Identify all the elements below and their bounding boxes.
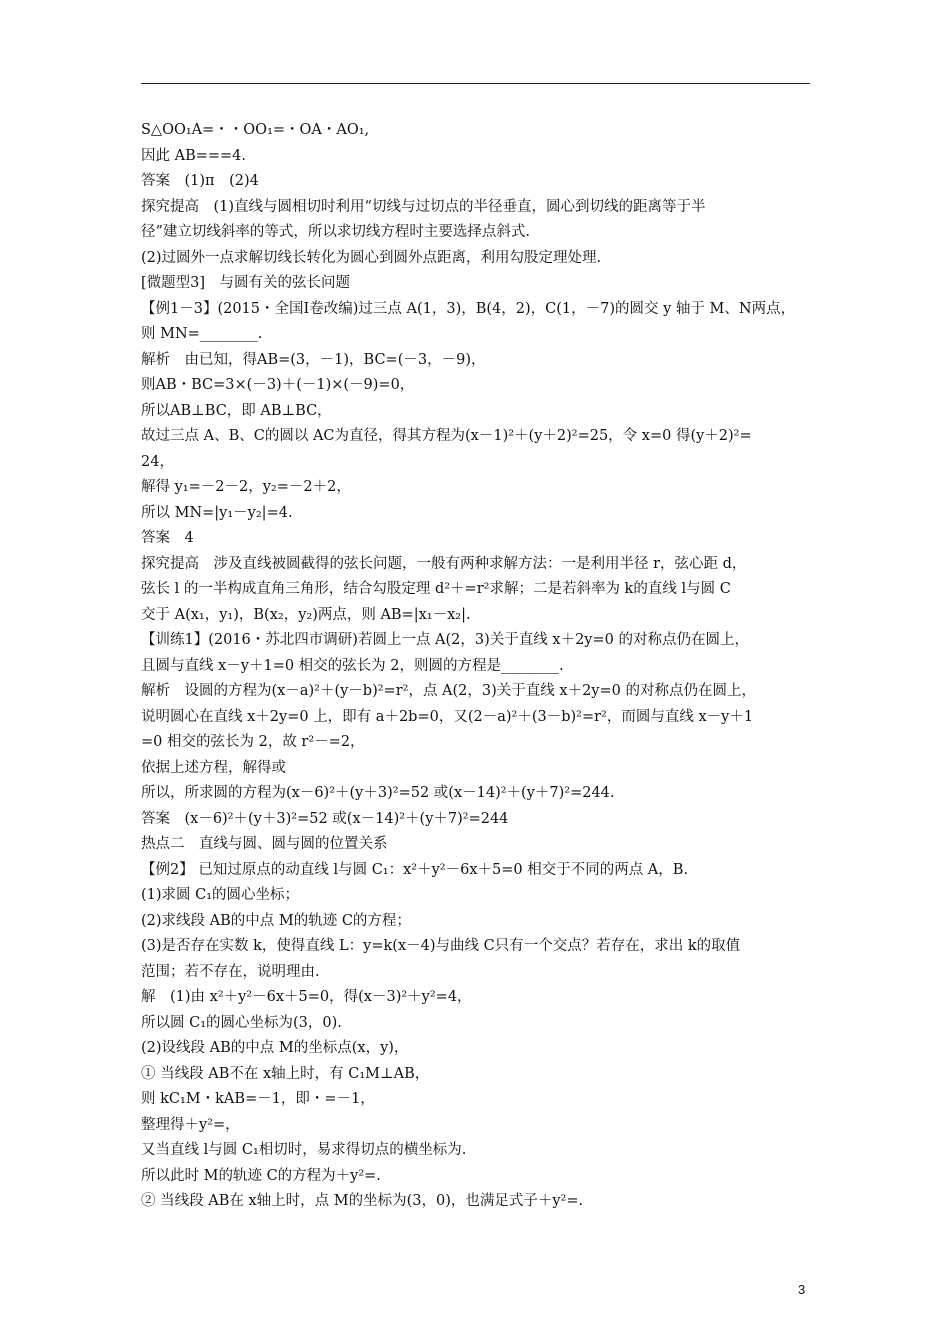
text-line: (3)是否存在实数 k，使得直线 L：y=k(x－4)与曲线 C只有一个交点？若存在，求出 k的取值 xyxy=(141,938,741,954)
text-line: (2)设线段 AB的中点 M的坐标点(x，y)， xyxy=(141,1040,409,1056)
text-line: 交于 A(x₁，y₁)，B(x₂，y₂)两点，则 AB=|x₁－x₂|. xyxy=(141,606,471,623)
text-line: 所以 MN=|y₁－y₂|=4. xyxy=(141,504,293,521)
text-line: 答案 (x－6)²＋(y＋3)²=52 或(x－14)²＋(y＋7)²=244 xyxy=(141,810,509,827)
text-line: 【例1－3】(2015・全国Ⅰ卷改编)过三点 A(1，3)，B(4，2)，C(1，－7)的圆交 y 轴于 M、N两点， xyxy=(141,300,796,317)
text-line: (1)求圆 C₁的圆心坐标； xyxy=(141,887,300,903)
text-line: 又当直线 l与圆 C₁相切时，易求得切点的横坐标为. xyxy=(141,1142,467,1158)
text-line: 【训练1】(2016・苏北四市调研)若圆上一点 A(2，3)关于直线 x＋2y=0 的对称点仍在圆上， xyxy=(141,632,749,648)
text-line: 则AB・BC=3×(－3)＋(－1)×(－9)=0， xyxy=(141,377,415,393)
text-line: 所以，所求圆的方程为(x－6)²＋(y＋3)²=52 或(x－14)²＋(y＋7)²=244. xyxy=(141,785,615,801)
text-line: 所以圆 C₁的圆心坐标为(3，0). xyxy=(141,1014,342,1031)
text-line: ② 当线段 AB在 x轴上时，点 M的坐标为(3，0)，也满足式子＋y²=. xyxy=(141,1193,584,1209)
text-line: 依据上述方程，解得或 xyxy=(141,759,286,776)
text-line: 因此 AB===4. xyxy=(141,147,247,164)
text-line: 故过三点 A、B、C的圆以 AC为直径，得其方程为(x－1)²＋(y＋2)²=25，令 x=0 得(y＋2)²= xyxy=(141,428,752,444)
text-line: 且圆与直线 x－y＋1=0 相交的弦长为 2，则圆的方程是________. xyxy=(141,657,564,674)
page-number: 3 xyxy=(798,1282,806,1297)
text-line: 探究提高 (1)直线与圆相切时利用“切线与过切点的半径垂直，圆心到切线的距离等于半 xyxy=(141,198,706,215)
text-line: 所以此时 M的轨迹 C的方程为＋y²=. xyxy=(141,1167,381,1184)
text-line: 答案 (1)π (2)4 xyxy=(141,173,259,189)
text-line: 解 (1)由 x²＋y²－6x＋5=0，得(x－3)²＋y²=4， xyxy=(141,989,472,1005)
text-line: 则 MN=________. xyxy=(141,326,263,342)
text-line: 探究提高 涉及直线被圆截得的弦长问题，一般有两种求解方法：一是利用半径 r，弦心距 d， xyxy=(141,555,747,572)
text-line: 解析 设圆的方程为(x－a)²＋(y－b)²=r²，点 A(2，3)关于直线 x＋2y=0 的对称点仍在圆上， xyxy=(141,683,756,699)
text-line: 范围；若不存在，说明理由. xyxy=(141,963,320,980)
text-line: 解得 y₁=－2－2，y₂=－2＋2， xyxy=(141,479,351,495)
header-rule xyxy=(141,83,810,84)
document-body xyxy=(141,118,821,1215)
text-line: 则 kC₁M・kAB=－1，即・=－1， xyxy=(141,1091,375,1107)
text-line: (2)过圆外一点求解切线长转化为圆心到圆外点距离，利用勾股定理处理. xyxy=(141,249,602,266)
text-line: =0 相交的弦长为 2，故 r²－=2， xyxy=(141,734,365,750)
text-line: ① 当线段 AB不在 x轴上时，有 C₁M⊥AB， xyxy=(141,1065,430,1082)
text-line: 整理得＋y²=， xyxy=(141,1116,240,1133)
text-line: 【例2】 已知过原点的动直线 l与圆 C₁：x²＋y²－6x＋5=0 相交于不同的两点 A，B. xyxy=(141,861,689,878)
text-line: 所以AB⊥BC，即 AB⊥BC， xyxy=(141,402,332,419)
text-line: 答案 4 xyxy=(141,530,194,546)
text-line: (2)求线段 AB的中点 M的轨迹 C的方程； xyxy=(141,912,411,929)
text-line: 径”建立切线斜率的等式，所以求切线方程时主要选择点斜式. xyxy=(141,224,531,240)
text-line: 弦长 l 的一半构成直角三角形，结合勾股定理 d²＋=r²求解；二是若斜率为 k的直线 l与圆 C xyxy=(141,581,731,597)
text-line: 说明圆心在直线 x＋2y=0 上，即有 a＋2b=0，又(2－a)²＋(3－b)²=r²，而圆与直线 x－y＋1 xyxy=(141,708,754,725)
section-heading: 热点二 直线与圆、圆与圆的位置关系 xyxy=(141,836,388,852)
text-line: S△OO₁A=・・OO₁=・OA・AO₁, xyxy=(141,122,370,138)
text-line: 24， xyxy=(141,453,174,470)
section-heading: [微题型3] 与圆有关的弦长问题 xyxy=(141,275,351,291)
text-line: 解析 由已知，得AB=(3，－1)，BC=(－3，－9)， xyxy=(141,351,486,368)
